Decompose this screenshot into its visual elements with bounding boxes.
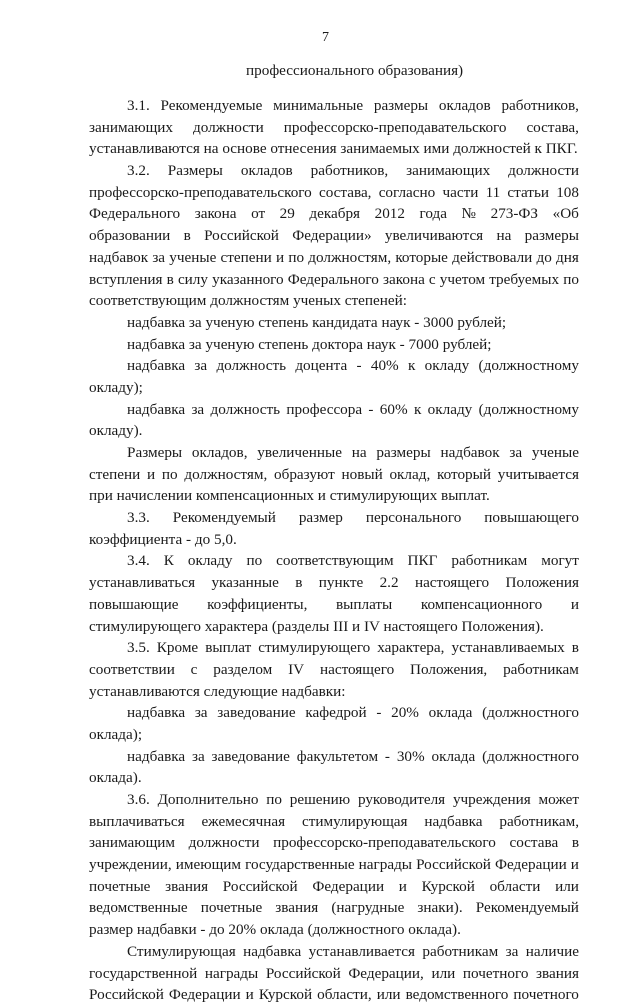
word: устанавливаться xyxy=(89,574,196,592)
word: в xyxy=(295,574,303,592)
word: по xyxy=(288,248,305,266)
word: Положения xyxy=(505,574,579,592)
word: заведование xyxy=(217,704,296,722)
text-line xyxy=(89,572,579,594)
word: надбавок xyxy=(89,248,149,266)
word: Рекомендуемый xyxy=(172,509,276,527)
word: новый xyxy=(341,465,383,483)
word: степени xyxy=(220,248,272,266)
text-line xyxy=(89,507,579,529)
word: силу xyxy=(177,270,208,288)
word: Размеры xyxy=(167,162,223,180)
word: Федерации xyxy=(168,986,241,1004)
word: по xyxy=(563,270,579,288)
word: учитывается xyxy=(497,465,579,483)
word: года xyxy=(419,205,447,223)
word: должностям, xyxy=(184,465,268,483)
text-line xyxy=(89,594,579,616)
word: в xyxy=(571,639,579,657)
word: соответствующим xyxy=(276,552,394,570)
word: работникам xyxy=(451,552,528,570)
word: разделом xyxy=(213,660,273,678)
word: окладу xyxy=(427,400,473,418)
word: учреждения xyxy=(452,791,531,808)
word: (должностного xyxy=(482,747,579,765)
word: 3.6. xyxy=(127,791,150,808)
word: должностям, xyxy=(308,248,392,266)
word: наличие xyxy=(525,942,579,960)
text-line: окладу); xyxy=(89,378,143,396)
word: настоящего xyxy=(319,660,395,678)
word: за xyxy=(191,747,205,765)
text-line xyxy=(89,550,579,572)
word: окладов, xyxy=(191,444,248,461)
word: за xyxy=(194,704,208,722)
word: 3.1. xyxy=(127,97,150,114)
word: государственной xyxy=(89,964,198,982)
text-line xyxy=(89,637,579,659)
text-line xyxy=(89,746,579,768)
section-heading: профессионального образования) xyxy=(246,62,464,79)
text-line xyxy=(89,160,579,182)
word: размеры xyxy=(376,444,431,461)
page-number: 7 xyxy=(322,30,329,45)
word: до xyxy=(536,248,552,266)
text-line xyxy=(89,702,579,724)
word: факультетом xyxy=(296,747,379,765)
text-line xyxy=(89,963,579,985)
word: К xyxy=(163,552,174,570)
word: почетные xyxy=(89,877,151,895)
word: состава xyxy=(509,834,559,852)
word: компенсационного xyxy=(420,595,543,613)
word: части xyxy=(442,183,479,201)
word: или xyxy=(555,877,579,895)
text-line: соответствующим должностям ученых степеней: xyxy=(89,292,407,310)
text-line xyxy=(89,117,579,139)
word: ведомственные xyxy=(89,899,188,917)
word: и xyxy=(398,877,407,895)
word: (должностному xyxy=(478,357,579,375)
word: 2012 xyxy=(374,205,405,223)
word: надбавка xyxy=(127,704,186,722)
word: по xyxy=(161,465,178,483)
word: 29 xyxy=(279,205,295,223)
word: за xyxy=(505,942,519,960)
word: Федерации xyxy=(312,877,385,895)
word: на xyxy=(351,444,367,461)
word: доцента xyxy=(295,357,348,375)
text-line xyxy=(89,941,579,963)
text-line: коэффициента - до 5,0. xyxy=(89,530,237,548)
word: и xyxy=(245,986,254,1004)
text-line xyxy=(89,225,579,247)
text-line: размер надбавки - до 20% оклада (должностного оклада). xyxy=(89,921,461,939)
word: профессорско-преподавательского xyxy=(273,834,496,852)
word: закона xyxy=(383,270,425,288)
word: звания xyxy=(275,899,319,917)
word: от xyxy=(251,205,266,223)
text-line xyxy=(89,442,579,464)
word: характера, xyxy=(377,639,445,657)
word: (должностному xyxy=(478,400,579,418)
word: решению xyxy=(289,791,351,808)
text-line xyxy=(89,182,579,204)
word: 273-ФЗ xyxy=(490,205,539,223)
word: дня xyxy=(556,248,579,266)
word: IV xyxy=(288,660,305,678)
document-body xyxy=(89,95,579,1006)
word: награды xyxy=(204,964,259,982)
word: 3.5. xyxy=(127,639,150,657)
text-line: надбавка за ученую степень доктора наук - 7000 рублей; xyxy=(127,335,492,353)
word: образовании xyxy=(89,227,171,245)
word: и xyxy=(147,465,156,483)
text-line xyxy=(89,984,579,1006)
text-line: окладу). xyxy=(89,422,143,440)
word: стимулирующая xyxy=(302,812,408,830)
word: соответствии xyxy=(89,660,175,678)
word: 2.2 xyxy=(379,574,399,592)
word: или xyxy=(431,964,456,982)
word: имеющим xyxy=(175,856,242,874)
word: должность xyxy=(216,357,287,375)
word: оклад, xyxy=(389,465,431,483)
word: окладов xyxy=(240,162,293,180)
word: образуют xyxy=(274,465,335,483)
word: к xyxy=(407,357,416,375)
word: 60% xyxy=(379,400,408,418)
word: области xyxy=(489,877,541,895)
word: Российской xyxy=(222,877,298,895)
text-line xyxy=(89,897,579,919)
word: коэффициенты, xyxy=(207,595,308,613)
word: выплачиваться xyxy=(89,812,185,830)
word: (должностного xyxy=(482,704,579,722)
word: надбавка xyxy=(243,942,302,960)
word: оклада xyxy=(431,747,476,765)
text-line xyxy=(89,789,579,811)
text-line: оклада). xyxy=(89,769,142,787)
word: могут xyxy=(541,552,579,570)
word: 30% xyxy=(396,747,425,765)
word: надбавка xyxy=(424,812,483,830)
word: учетом xyxy=(439,270,486,288)
word: окладу xyxy=(187,552,233,570)
word: пункте xyxy=(318,574,364,592)
word: Кроме xyxy=(156,639,199,657)
word: к xyxy=(413,400,422,418)
word: на xyxy=(496,227,512,245)
word: вступления xyxy=(89,270,163,288)
word: почетного xyxy=(462,964,529,982)
word: должность xyxy=(210,400,281,418)
text-line xyxy=(89,464,579,486)
word: работников, xyxy=(310,162,389,180)
word: 3.2. xyxy=(127,162,150,180)
word: работников, xyxy=(501,97,579,114)
word: № xyxy=(461,205,477,223)
word: занимающих xyxy=(89,118,174,136)
word: за xyxy=(509,444,523,461)
word: и xyxy=(570,595,579,613)
word: профессорско-преподавательского xyxy=(89,183,312,201)
word: - xyxy=(376,704,382,722)
word: - xyxy=(356,357,362,375)
word: увеличиваются xyxy=(384,227,484,245)
word: выплаты xyxy=(335,595,393,613)
word: Курской xyxy=(258,986,313,1004)
word: Стимулирующая xyxy=(127,942,236,960)
text-line: оклада); xyxy=(89,725,143,743)
word: Российской xyxy=(265,964,341,982)
word: или xyxy=(376,986,401,1004)
word: указанные xyxy=(211,574,279,592)
text-line xyxy=(89,355,579,377)
word: профессора xyxy=(286,400,363,418)
word: Федерального xyxy=(287,270,379,288)
word: ведомственного xyxy=(405,986,509,1004)
word: требуемых xyxy=(489,270,560,288)
text-line xyxy=(89,95,579,117)
word: должности xyxy=(508,162,579,180)
word: устанавливаемых xyxy=(451,639,565,657)
word: статьи xyxy=(507,183,549,201)
word: минимальные xyxy=(273,97,364,114)
word: декабря xyxy=(309,205,361,223)
word: почетные xyxy=(200,899,263,917)
word: ежемесячная xyxy=(201,812,286,830)
word: настоящего xyxy=(414,574,490,592)
word: окладов xyxy=(438,97,491,114)
word: Рекомендуемые xyxy=(160,97,263,114)
text-line xyxy=(89,854,579,876)
word: ученые xyxy=(169,248,217,266)
word: области, xyxy=(317,986,372,1004)
word: надбавок xyxy=(440,444,500,461)
word: Рекомендуемый xyxy=(475,899,579,917)
word: 11 xyxy=(485,183,501,201)
word: знаки). xyxy=(417,899,463,917)
word: - xyxy=(384,747,390,765)
word: работникам xyxy=(422,942,499,960)
word: устанавливается xyxy=(308,942,416,960)
word: 108 xyxy=(556,183,579,201)
word: размеры xyxy=(373,97,429,114)
word: повышающего xyxy=(484,509,579,527)
text-line xyxy=(89,811,579,833)
word: должности xyxy=(188,834,260,852)
word: указанного xyxy=(212,270,284,288)
word: и xyxy=(275,248,285,266)
word: степени xyxy=(89,465,141,483)
word: размер xyxy=(298,509,343,527)
word: по xyxy=(266,791,282,808)
text-line: при начислении компенсационных и стимулирующих выплат. xyxy=(89,487,490,505)
word: за xyxy=(191,400,205,418)
word: Федерального xyxy=(89,205,181,223)
text-line: надбавка за ученую степень кандидата наук - 3000 рублей; xyxy=(127,313,507,331)
word: звания xyxy=(165,877,209,895)
word: в xyxy=(571,834,579,852)
word: руководителя xyxy=(357,791,446,808)
word: с xyxy=(428,270,436,288)
word: надбавка xyxy=(127,357,186,375)
word: Федерации, xyxy=(348,964,424,982)
text-line xyxy=(89,247,579,269)
word: работникам, xyxy=(499,812,579,830)
word: Положения, xyxy=(410,660,488,678)
word: в xyxy=(183,227,191,245)
word: Курской xyxy=(421,877,475,895)
word: согласно xyxy=(378,183,436,201)
text-line xyxy=(89,832,579,854)
word: который xyxy=(437,465,491,483)
word: повышающие xyxy=(89,595,179,613)
word: состава, xyxy=(318,183,372,201)
word: Российской xyxy=(89,986,164,1004)
word: 3.3. xyxy=(127,509,150,527)
word: в xyxy=(166,270,174,288)
word: ученые xyxy=(531,444,579,461)
word: увеличенные xyxy=(257,444,342,461)
word: должности xyxy=(192,118,264,136)
word: почетного xyxy=(513,986,579,1004)
word: за xyxy=(152,248,166,266)
text-line xyxy=(89,269,579,291)
word: окладу xyxy=(424,357,470,375)
word: звания xyxy=(536,964,579,982)
word: за xyxy=(194,357,208,375)
word: государственные xyxy=(245,856,355,874)
word: персонального xyxy=(365,509,462,527)
word: (нагрудные xyxy=(331,899,405,917)
word: стимулирующего xyxy=(258,639,371,657)
word: занимающим xyxy=(89,834,176,852)
word: оклада xyxy=(428,704,473,722)
word: награды xyxy=(358,856,413,874)
word: работникам xyxy=(503,660,579,678)
word: надбавка xyxy=(127,400,186,418)
text-line xyxy=(89,399,579,421)
word: с xyxy=(190,660,198,678)
word: заведование xyxy=(211,747,290,765)
text-line xyxy=(89,659,579,681)
text-line: устанавливаются на основе отнесения занимаемых ими должностей к ПКГ. xyxy=(89,140,578,158)
word: Федерации xyxy=(495,856,567,874)
word: учреждении, xyxy=(89,856,172,874)
word: 3.4. xyxy=(127,552,150,570)
word: и xyxy=(570,856,579,874)
word: Федерации» xyxy=(292,227,372,245)
word: занимающих xyxy=(406,162,491,180)
word: 40% xyxy=(370,357,399,375)
word: Размеры xyxy=(127,444,183,461)
word: 20% xyxy=(391,704,419,722)
word: профессорско-преподавательского xyxy=(283,118,507,136)
word: Российской xyxy=(204,227,279,245)
word: закона xyxy=(194,205,237,223)
word: которые xyxy=(395,248,448,266)
word: размеры xyxy=(524,227,579,245)
word: Российской xyxy=(416,856,491,874)
word: кафедрой xyxy=(305,704,367,722)
word: может xyxy=(538,791,579,808)
word: Дополнительно xyxy=(157,791,259,808)
text-line xyxy=(89,876,579,898)
word: действовали xyxy=(452,248,533,266)
text-line: стимулирующего характера (разделы III и IV настоящего Положения). xyxy=(89,617,544,635)
word: ПКГ xyxy=(407,552,438,570)
word: выплат xyxy=(205,639,252,657)
text-line xyxy=(89,203,579,225)
word: надбавка xyxy=(127,747,186,765)
word: по xyxy=(246,552,263,570)
word: - xyxy=(368,400,374,418)
word: состава, xyxy=(526,118,579,136)
text-line: устанавливаются следующие надбавки: xyxy=(89,682,346,700)
word: «Об xyxy=(552,205,579,223)
